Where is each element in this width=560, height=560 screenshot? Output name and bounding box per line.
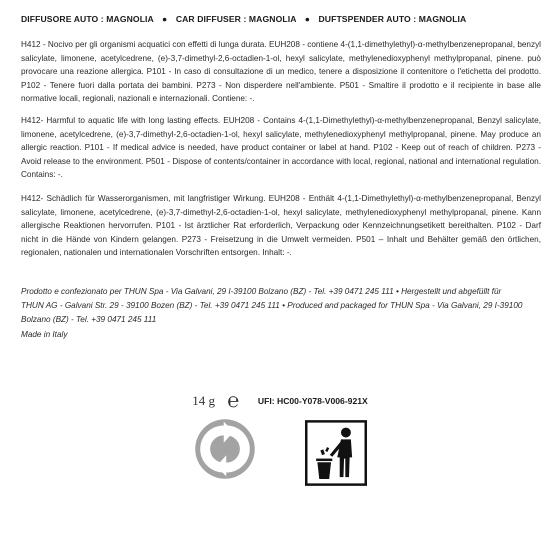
estimated-sign-icon: ℮: [227, 389, 240, 412]
italian-warning-paragraph: H412 - Nocivo per gli organismi acquatici con effetti di lunga durata. EUH208 - contiene 4-(1,1-dimethylethyl)-α-methylbenzenepropanal, benzyl salicylate, limonene, acetylcedrene, (e)-3,7-dimethyl-2,6-octadien-1-ol, hexyl salicylate, methylenedioxyphenyl methylpropanal, pinene. può provocare una reazione allergica. P101 - In caso di consultazione di un medico, tenere a disposizione il contenitore o l'etichetta del prodotto. P102 - Tenere fuori dalla portata dei bambini. P273 - Non disperdere nell'ambiente. P501 - Smaltire il prodotto e il recipiente in base alle normative locali, regionali, nazionali e internazionali. Contiene: -.: [21, 40, 541, 104]
green-dot-recycle-icon: [194, 418, 256, 480]
title-italian: DIFFUSORE AUTO : MAGNOLIA: [21, 14, 154, 24]
net-weight: 14 g: [192, 392, 215, 408]
title-separator: ●: [304, 14, 310, 24]
producer-line: Prodotto e confezionato per THUN Spa - Via Galvani, 29 I-39100 Bolzano (BZ) - Tel. +39 0471 245 111 • Hergestellt und abgefüllt für: [21, 287, 502, 296]
producer-line: Bolzano (BZ) - Tel. +39 0471 245 111: [21, 315, 157, 325]
producer-info: [21, 285, 546, 342]
german-warning-paragraph: H412- Schädlich für Wasserorganismen, mit langfristiger Wirkung. EUH208 - Enthält 4-(1,1-Dimethylethyl)-α-methylbenzenepropanal, Benzyl salicylate, limonene, acetylcedrene, (e)-3,7-dimethyl-2,6-octadien-1-ol, hexyl salicylate, methylenedioxyphenyl methylpropanal, pinene. Kann allergische Reaktionen hervorrufen. P101 - Ist ärztlicher Rat erforderlich, Verpackung oder Kennzeichnungsetikett bereithalten. P102 - Darf nicht in die Hände von Kindern gelangen. P273 - Freisetzung in die Umwelt vermeiden. P501 – Inhalt und Behälter gemäß den örtlichen, regionalen, nationalen und internationalen Vorschriften entsorgen. Inhalt: -.: [21, 194, 541, 258]
producer-line: THUN AG - Galvani Str. 29 - 39100 Bozen (BZ) - Tel. +39 0471 245 111 • Produced and packaged for THUN Spa - Via Galvani, 29 I-39100: [21, 301, 523, 311]
tidyman-bin-icon: [305, 420, 367, 486]
title-separator: ●: [162, 14, 168, 24]
product-title-line: [21, 14, 541, 24]
made-in-label: Made in Italy: [21, 329, 68, 339]
title-english: CAR DIFFUSER : MAGNOLIA: [175, 14, 297, 24]
title-german: DUFTSPENDER AUTO : MAGNOLIA: [318, 14, 467, 24]
english-warning-paragraph: H412- Harmful to aquatic life with long lasting effects. EUH208 - Contains 4-(1,1-Dimethylethyl)-α-methylbenzenepropanal, Benzyl salicylate, limonene, acetylcedrene, (e)-3,7-dimethyl-2,6-octadien-1-ol, hexyl salicylate, methylenedioxyphenyl methylpropanal, pinene. May produce an allergic reaction. P101 - If medical advice is needed, have product container or label at hand. P102 - Keep out of reach of children. P273 - Avoid release to the environment. P501 - Dispose of contents/container in accordance with local, regional, national and international regulation. Contains: -.: [21, 116, 541, 180]
weight-ufi-line: [0, 389, 560, 412]
ufi-code: UFI: HC00-Y078-V006-921X: [257, 395, 368, 406]
